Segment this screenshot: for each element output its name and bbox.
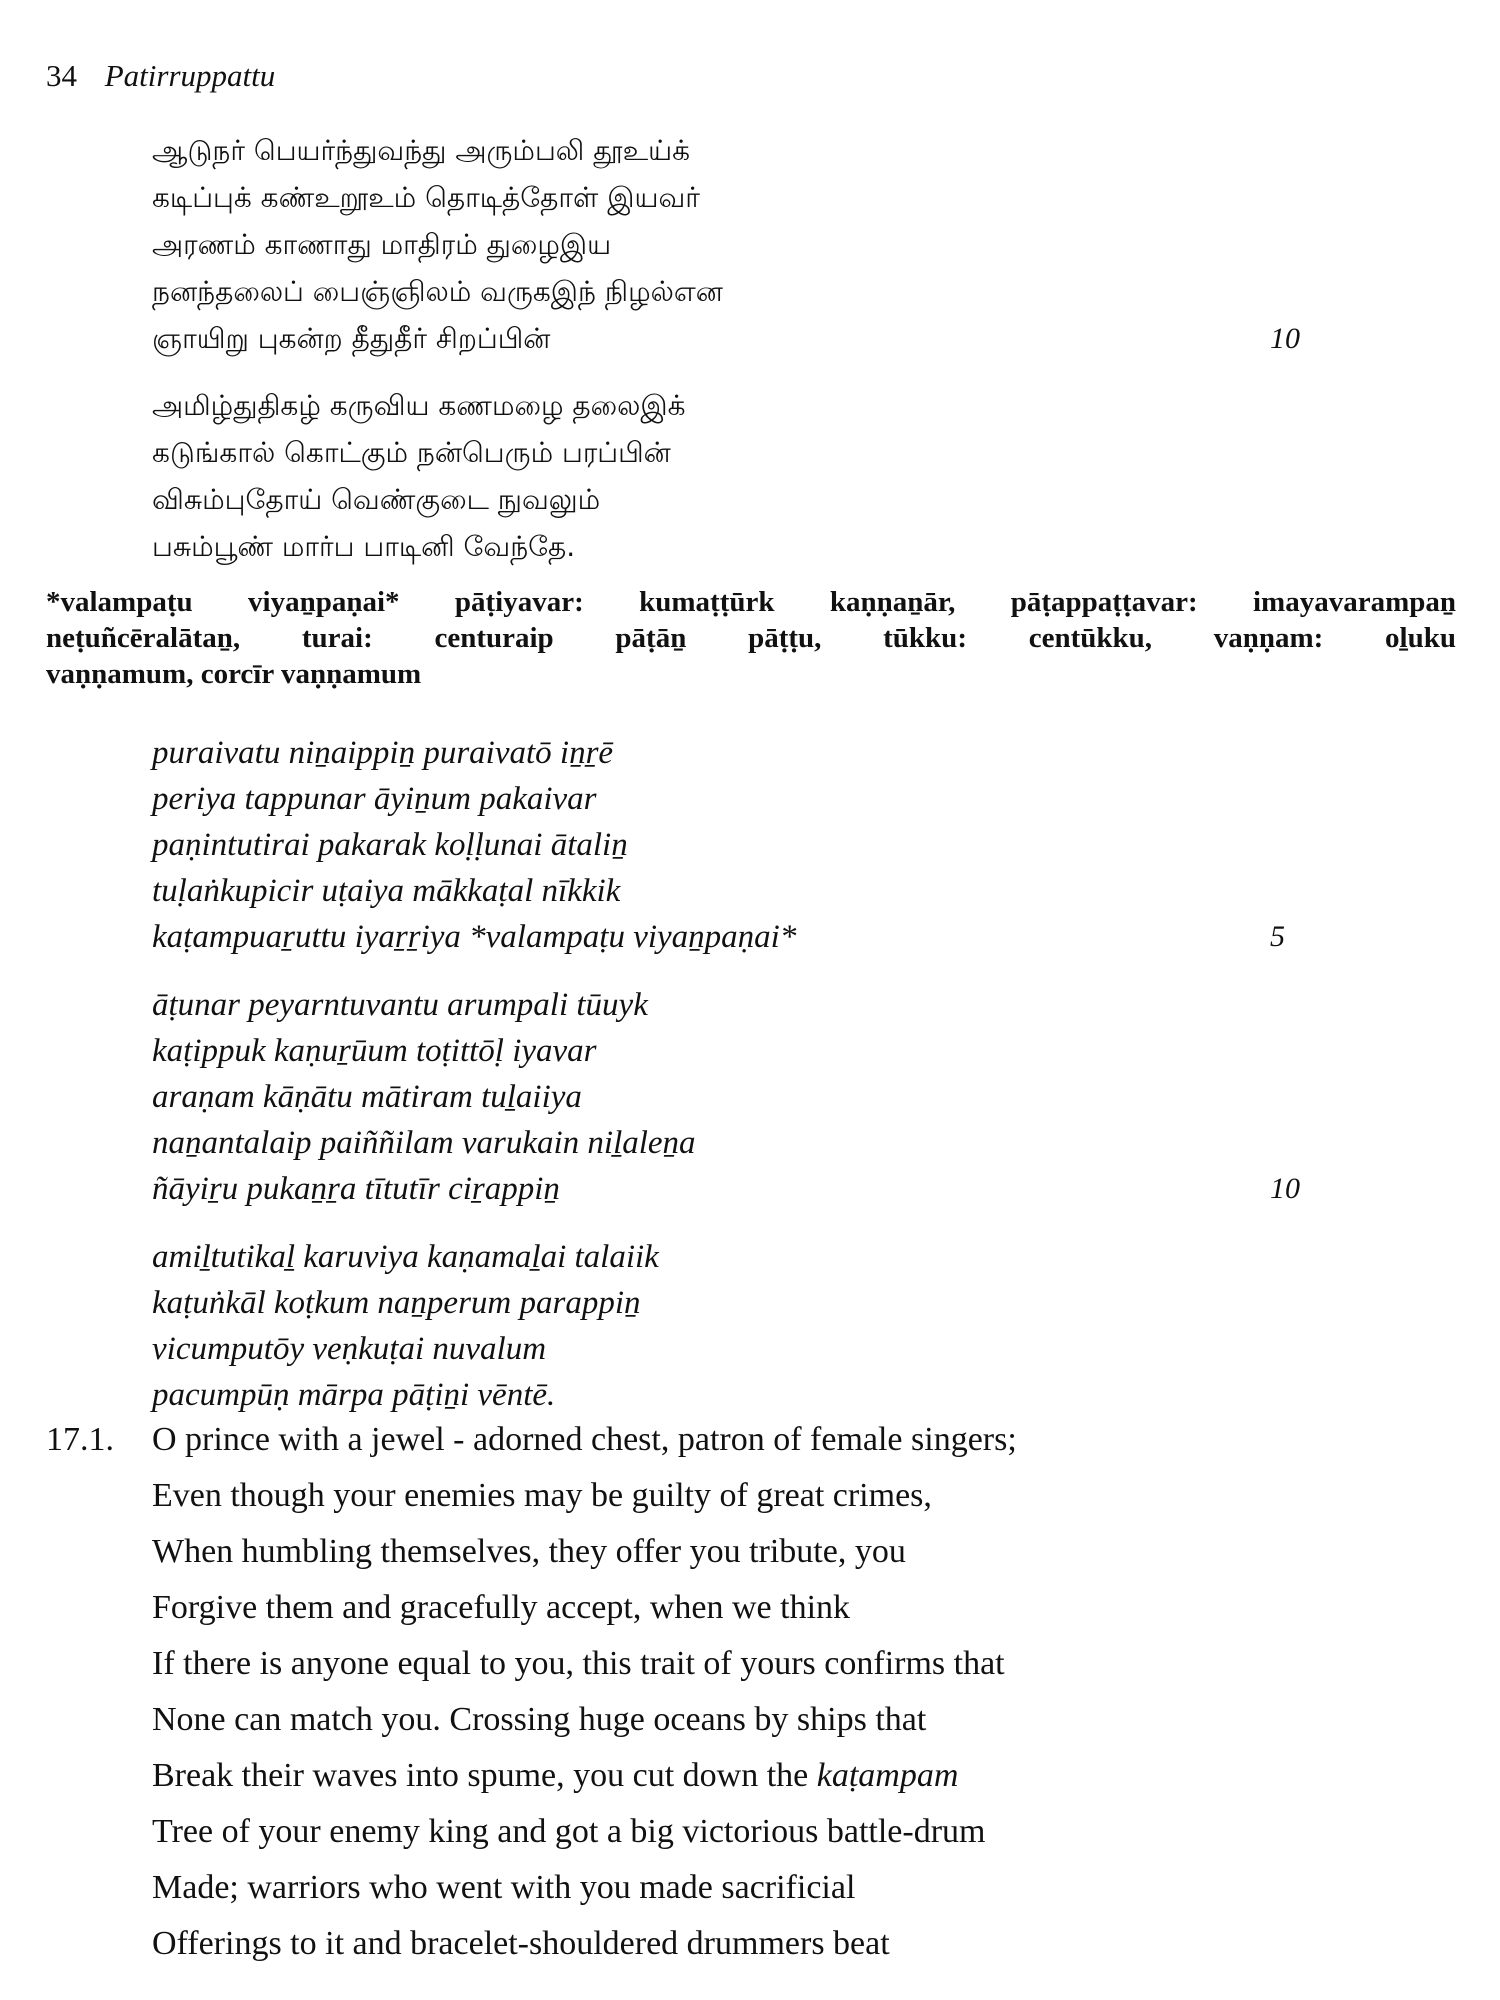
transliteration-stanza [152,730,1285,960]
translation-line: If there is anyone equal to you, this trait of yours confirms that [152,1645,1005,1682]
verse-number: 17.1. [46,1421,114,1458]
transliteration-stanza [152,1234,659,1418]
transliteration-stanza [152,982,1300,1212]
book-title: Patirruppattu [104,58,276,93]
tamil-verse-line: நனந்தலைப் பைஞ்ஞிலம் வருகஇந் நிழல்என [152,275,723,308]
translation-line: Break their waves into spume, you cut down the kaṭampam [152,1757,959,1794]
transliteration-line: āṭunar peyarntuvantu arumpali tūuyk [152,987,648,1023]
tamil-stanza [152,127,1300,362]
poem-header-line: vaṇṇamum, corcīr vaṇṇamum [46,658,422,690]
transliteration-line: kaṭuṅkāl koṭkum naṉperum parappiṉ [152,1285,641,1321]
line-number: 10 [1270,322,1300,355]
translation-line: 17.1. O prince with a jewel - adorned chest, patron of female singers; [46,1412,1017,1468]
tamil-verse-line: அரணம் காணாது மாதிரம் துழைஇய [152,228,612,261]
transliteration-line: paṇintutirai pakarak koḷḷunai ātaliṉ [152,827,628,863]
translation-line: Even though your enemies may be guilty of great crimes, [152,1477,932,1514]
transliteration-line: naṉantalaip paiññilam varukain niḻaleṉa [152,1125,696,1161]
page-number: 34 [46,58,77,93]
transliteration-line: amiḻtutikaḻ karuviya kaṇamaḻai talaiik [152,1239,659,1275]
tamil-verse-line: ஞாயிறு புகன்ற தீதுதீர் சிறப்பின் 10 [152,315,723,362]
poem-header [46,584,1456,692]
transliteration-line: tuḷaṅkupicir uṭaiya mākkaṭal nīkkik [152,873,621,909]
tamil-verse-line: கடிப்புக் கண்உறூஉம் தொடித்தோள் இயவர் [152,181,700,214]
transliteration-line: kaṭampuaṟuttu iyaṟṟiya *valampaṭu viyaṉpaṇai* 5 [152,914,796,960]
poem-header-line: *valampaṭu viyaṉpaṇai* pāṭiyavar: kumaṭṭūrk kaṇṇaṉār, pāṭappaṭṭavar: imayavarampaṉ [46,586,1456,618]
transliteration-line: pacumpūṇ mārpa pāṭiṉi vēntē. [152,1377,556,1413]
translation-line: None can match you. Crossing huge oceans by ships that [152,1701,927,1738]
translation-line: Made; warriors who went with you made sacrificial [152,1869,856,1906]
translation-line: Offerings to it and bracelet-shouldered drummers beat [152,1925,890,1962]
tamil-verse-line: ஆடுநர் பெயர்ந்துவந்து அரும்பலி தூஉய்க் [152,134,691,167]
transliteration-line: kaṭippuk kaṇuṟūum toṭittōḷ iyavar [152,1033,597,1069]
tamil-stanza [152,382,686,570]
tamil-verse-line: கடுங்கால் கொட்கும் நன்பெரும் பரப்பின் [152,436,671,469]
english-translation [46,1412,1017,1972]
transliteration-line: puraivatu niṉaippiṉ puraivatō iṉṟē [152,735,614,771]
poem-header-line: neṭuñcēralātaṉ, turai: centuraip pāṭāṉ pāṭṭu, tūkku: centūkku, vaṇṇam: oḻuku [46,622,1456,654]
transliteration-line: ñāyiṟu pukaṉṟa tītutīr ciṟappiṉ 10 [152,1166,696,1212]
line-number: 5 [1270,920,1285,953]
translation-line: When humbling themselves, they offer you tribute, you [152,1533,906,1570]
transliteration-line: periya tappunar āyiṉum pakaivar [152,781,597,817]
transliteration-line: vicumputōy veṇkuṭai nuvalum [152,1331,547,1367]
tamil-verse-line: விசும்புதோய் வெண்குடை நுவலும் [152,483,601,516]
tamil-verse-line: பசும்பூண் மார்ப பாடினி வேந்தே. [152,530,576,563]
translation-line: Forgive them and gracefully accept, when we think [152,1589,851,1626]
running-head [46,58,275,94]
line-number: 10 [1270,1172,1300,1205]
translation-line: Tree of your enemy king and got a big victorious battle-drum [152,1813,986,1850]
tamil-verse-line: அமிழ்துதிகழ் கருவிய கணமழை தலைஇக் [152,389,686,422]
transliteration-line: araṇam kāṇātu mātiram tuḻaiiya [152,1079,582,1115]
